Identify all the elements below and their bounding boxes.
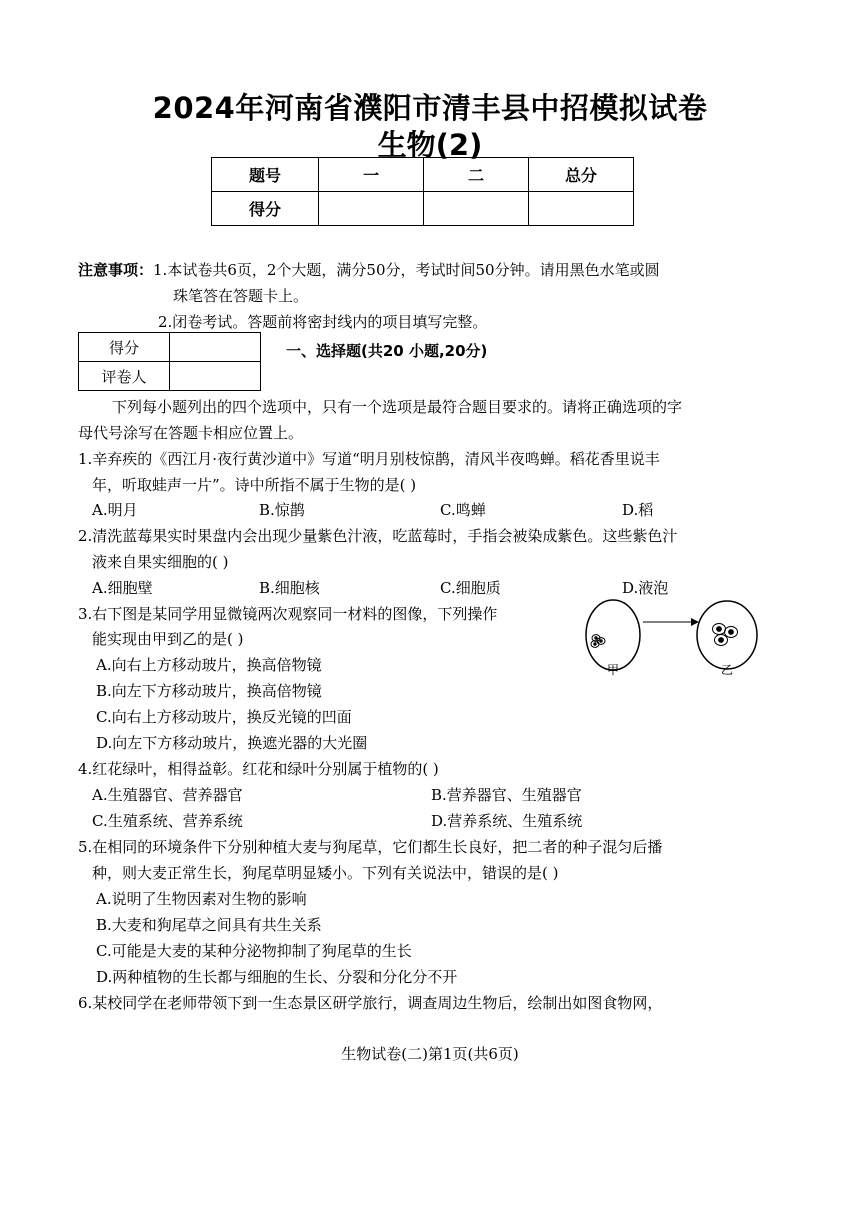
- microscope-figure: [583, 598, 773, 678]
- score-blank-cell[interactable]: [319, 192, 424, 226]
- score-table-header-row: [212, 158, 634, 192]
- score-blank-cell[interactable]: [529, 192, 634, 226]
- question-stem: 液来自果实细胞的( ): [92, 553, 229, 571]
- section-instruction: 下列每小题列出的四个选项中，只有一个选项是最符合题目要求的。请将正确选项的字: [112, 398, 683, 416]
- option-c: C.向右上方移动玻片，换反光镜的凹面: [96, 708, 352, 726]
- question-stem: 4.红花绿叶，相得益彰。红花和绿叶分别属于植物的( ): [78, 760, 439, 778]
- question-stem: 种，则大麦正常生长，狗尾草明显矮小。下列有关说法中，错误的是( ): [92, 864, 559, 882]
- grader-score-blank[interactable]: [170, 333, 261, 362]
- question-stem: 6.某校同学在老师带领下到一生态景区研学旅行，调查周边生物后，绘制出如图食物网，: [78, 994, 663, 1012]
- option-b: B.营养器官、生殖器官: [431, 786, 582, 804]
- cells-jia: [591, 635, 605, 648]
- notice-label: 注意事项：: [78, 261, 154, 279]
- option-d: D.两种植物的生长都与细胞的生长、分裂和分化分不开: [96, 968, 458, 986]
- option-a: A.向右上方移动玻片，换高倍物镜: [96, 656, 322, 674]
- option-a: A.细胞壁: [92, 579, 153, 597]
- question-stem: 3.右下图是某同学用显微镜两次观察同一材料的图像，下列操作: [78, 605, 498, 623]
- question-stem: 年，听取蛙声一片”。诗中所指不属于生物的是( ): [92, 476, 417, 494]
- grader-name-label: 评卷人: [79, 362, 170, 391]
- score-header-cell: 总分: [529, 158, 634, 192]
- option-d: D.稻: [622, 501, 654, 519]
- question-stem: 5.在相同的环境条件下分别种植大麦与狗尾草，它们都生长良好，把二者的种子混匀后播: [78, 838, 663, 856]
- notice-item-1: 1.本试卷共6页，2个大题，满分50分，考试时间50分钟。请用黑色水笔或圆: [153, 261, 660, 279]
- score-blank-cell[interactable]: [424, 192, 529, 226]
- grader-name-blank[interactable]: [170, 362, 261, 391]
- exam-subtitle: 生物(2): [377, 128, 483, 162]
- option-a: A.说明了生物因素对生物的影响: [96, 890, 307, 908]
- option-b: B.大麦和狗尾草之间具有共生关系: [96, 916, 322, 934]
- notice-item-2: 2.闭卷考试。答题前将密封线内的项目填写完整。: [158, 313, 488, 331]
- score-header-cell: 二: [424, 158, 529, 192]
- option-d: D.向左下方移动玻片，换遮光器的大光圈: [96, 734, 368, 752]
- option-c: C.可能是大麦的某种分泌物抑制了狗尾草的生长: [96, 942, 412, 960]
- option-b: B.向左下方移动玻片，换高倍物镜: [96, 682, 322, 700]
- label-yi: 乙: [721, 663, 734, 677]
- option-b: B.细胞核: [259, 579, 320, 597]
- view-yi-circle: [697, 601, 757, 669]
- section-instruction: 母代号涂写在答题卡相应位置上。: [78, 424, 304, 442]
- score-table: [211, 157, 634, 226]
- section-heading: 一、选择题(共20 小题,20分): [286, 342, 488, 360]
- cells-yi: [713, 624, 738, 646]
- option-c: C.细胞质: [440, 579, 501, 597]
- notice-line-1: [78, 257, 660, 283]
- question-stem: 能实现由甲到乙的是( ): [92, 630, 244, 648]
- question-stem: 2.清洗蓝莓果实时果盘内会出现少量紫色汁液，吃蓝莓时，手指会被染成紫色。这些紫色汁: [78, 527, 678, 545]
- label-jia: 甲: [607, 663, 620, 677]
- option-b: B.惊鹊: [259, 501, 305, 519]
- exam-title: 2024年河南省濮阳市清丰县中招模拟试卷: [152, 91, 708, 125]
- score-row-label: 得分: [212, 192, 319, 226]
- option-a: A.生殖器官、营养器官: [92, 786, 243, 804]
- grader-score-label: 得分: [79, 333, 170, 362]
- score-header-cell: 一: [319, 158, 424, 192]
- score-table-score-row: [212, 192, 634, 226]
- option-a: A.明月: [92, 501, 138, 519]
- option-c: C.鸣蝉: [440, 501, 486, 519]
- option-d: D.液泡: [622, 579, 669, 597]
- notice-line-2: 珠笔答在答题卡上。: [173, 287, 309, 305]
- grader-table: [78, 332, 261, 391]
- option-d: D.营养系统、生殖系统: [431, 812, 583, 830]
- option-c: C.生殖系统、营养系统: [92, 812, 243, 830]
- question-stem: 1.辛弃疾的《西江月·夜行黄沙道中》写道“明月别枝惊鹊，清风半夜鸣蝉。稻花香里说丰: [78, 450, 660, 468]
- page-footer: 生物试卷(二)第1页(共6页): [341, 1045, 519, 1063]
- score-header-cell: 题号: [212, 158, 319, 192]
